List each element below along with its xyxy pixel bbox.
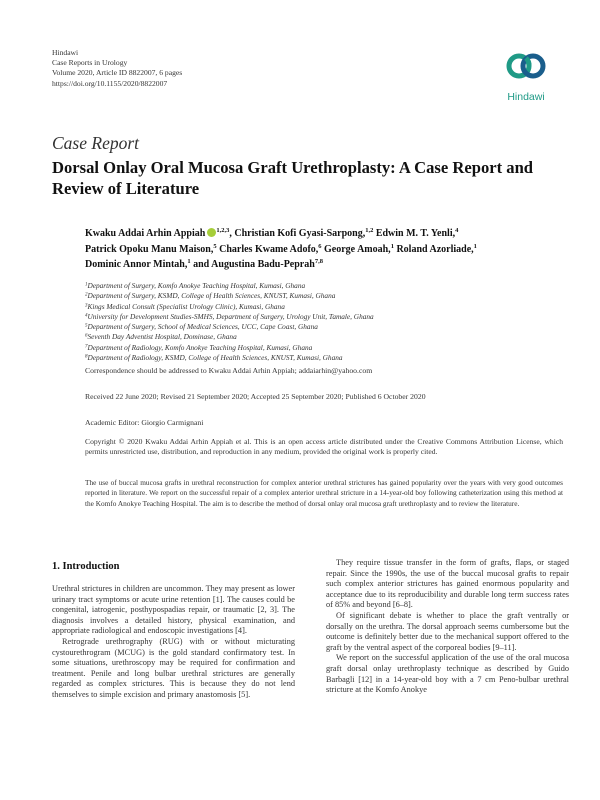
- author-name: Patrick Opoku Manu Maison,: [85, 243, 214, 255]
- paragraph: We report on the successful application of the use of the oral mucosa graft dorsal onlay urethroplasty technique as described by Guido Barbagli [12] in a 14-year-old boy with a 7 cm Peno-bulbar urethral stricture at the Komfo Anokye: [326, 653, 569, 695]
- paragraph: They require tissue transfer in the form of grafts, flaps, or staged repair. Since the 1990s, the use of the buccal mucosal grafts to repair such complex anterior strictures has gained enormous popularity and acceptance due to its reproducibility and durable long term success rates of 85% and beyond [6–8].: [326, 558, 569, 610]
- section-heading: 1. Introduction: [52, 561, 120, 572]
- paragraph: Urethral strictures in children are uncommon. They may present as lower urinary tract symptoms or acute urine retention [1]. The causes could be congenital, iatrogenic, posthypospadias repair, or traumatic [2, 3]. The diagnosis involves a detailed history, physical examination, and appropriate radiological and endoscopic investigations [4].: [52, 584, 295, 636]
- volume-info: Volume 2020, Article ID 8822007, 6 pages: [52, 68, 183, 78]
- academic-editor: Academic Editor: Giorgio Carmignani: [85, 418, 204, 427]
- author-affil-ref: 7,8: [314, 258, 323, 266]
- body-column-left: [52, 560, 295, 701]
- hindawi-logo: [496, 44, 556, 102]
- affiliation-item: $^6$Seventh Day Adventist Hospital, Dominase, Ghana: [85, 332, 237, 342]
- journal-name: Case Reports in Urology: [52, 58, 128, 68]
- author-name: and Augustina Badu-Peprah: [193, 259, 315, 271]
- author-affil-ref: 4: [455, 227, 459, 234]
- article-dates: Received 22 June 2020; Revised 21 September 2020; Accepted 25 September 2020; Published 6 October 2020: [85, 392, 426, 401]
- affiliation-item: $^8$Department of Radiology, KSMD, College of Health Sciences, KNUST, Kumasi, Ghana: [85, 352, 343, 362]
- author-affil-ref: 1,2: [365, 227, 374, 234]
- journal-meta: [52, 48, 182, 89]
- author-name: Dominic Annor Mintah,: [85, 259, 188, 271]
- author-affil-ref: 6: [318, 242, 322, 250]
- paragraph: Of significant debate is whether to place the graft ventrally or dorsally on the urethra. The dorsal approach seems cumbersome but the outcome is definitely better due to the mechanical support offered to the graft by the ventral aspect of the corporeal bodies [9–11].: [326, 610, 569, 652]
- author-name: George Amoah,: [324, 243, 391, 255]
- correspondence: Correspondence should be addressed to Kwaku Addai Arhin Appiah; addaiarhin@yahoo.com: [85, 366, 373, 375]
- author-name: Edwin M. T. Yenli,: [375, 228, 456, 239]
- author-list: Kwaku Addai Arhin Appiah $^{1,2,3}$, Christian Kofi Gyasi-Sarpong,$^{1,2}$ Edwin M. T. Yenli,$^4$ Patrick Opoku Manu Maison,$^5$ Charles Kwame Adofo,$^6$ George Amoah,$^1$ Roland Azorliade,$^1$ Dominic Annor Mintah,$^1$ and Augustina Badu-Peprah$^{7,8}$: [85, 227, 477, 271]
- hindawi-logo-icon: [504, 44, 548, 88]
- author-name: Kwaku Addai Arhin Appiah: [85, 228, 206, 239]
- author-affil-ref: 1,2,3: [216, 227, 230, 234]
- affiliation-item: $^5$Department of Surgery, School of Medical Sciences, UCC, Cape Coast, Ghana: [85, 322, 318, 331]
- author-affil-ref: 1: [473, 242, 477, 250]
- publisher-name: Hindawi: [52, 48, 79, 57]
- copyright-notice: Copyright © 2020 Kwaku Addai Arhin Appiah et al. This is an open access article distributed under the Creative Commons Attribution License, which permits unrestricted use, distribution, and reproduction in any medium, provided the original work is properly cited.: [85, 437, 563, 457]
- abstract: The use of buccal mucosa grafts in urethral reconstruction for complex anterior urethral strictures has gained popularity over the years with very good outcomes reported in literature. We report on the successful repair of a complex anterior urethral stricture in a 14-year-old boy following catheterization using this method at the Komfo Anokye Teaching Hospital. The aim is to describe the method of dorsal onlay oral mucosa graft urethroplasty and to review the literature.: [85, 478, 563, 508]
- article-type: Case Report: [52, 133, 140, 153]
- author-affil-ref: 5: [213, 242, 217, 250]
- body-column-right: [326, 558, 569, 696]
- affiliation-item: $^4$University for Development Studies-SMHS, Department of Surgery, Urology Unit, Tamale, Ghana: [85, 311, 374, 321]
- affiliation-item: $^1$Department of Surgery, Komfo Anokye Teaching Hospital, Kumasi, Ghana: [85, 281, 306, 290]
- author-name: Christian Kofi Gyasi-Sarpong,: [234, 228, 366, 239]
- author-affil-ref: 1: [390, 242, 394, 250]
- logo-text: Hindawi: [507, 91, 545, 103]
- affiliation-item: $^2$Department of Surgery, KSMD, College of Health Sciences, KNUST, Kumasi, Ghana: [85, 291, 336, 301]
- affiliation-list: [85, 281, 374, 363]
- orcid-icon[interactable]: [207, 228, 216, 237]
- author-affil-ref: 1: [187, 258, 191, 266]
- author-name: Charles Kwame Adofo,: [219, 243, 319, 255]
- affiliation-item: $^7$Department of Radiology, Komfo Anokye Teaching Hospital, Kumasi, Ghana: [85, 342, 313, 352]
- article-title: Dorsal Onlay Oral Mucosa Graft Urethroplasty: A Case Report and Review of Literature: [52, 158, 534, 198]
- author-name: Roland Azorliade,: [396, 243, 474, 255]
- affiliation-item: $^3$Kings Medical Consult (Specialist Urology Clinic), Kumasi, Ghana: [85, 301, 285, 311]
- doi-link[interactable]: https://doi.org/10.1155/2020/8822007: [52, 78, 168, 88]
- paragraph: Retrograde urethrography (RUG) with or without micturating cystourethrogram (MCUG) is the gold standard confirmatory test. In some situations, urethroscopy may be required for confirmation and treatment. Penile and long bulbar urethral strictures are generally regarded as complex strictures. This is because they do not lend themselves to simple excision and primary anastomosis [5].: [52, 636, 295, 699]
